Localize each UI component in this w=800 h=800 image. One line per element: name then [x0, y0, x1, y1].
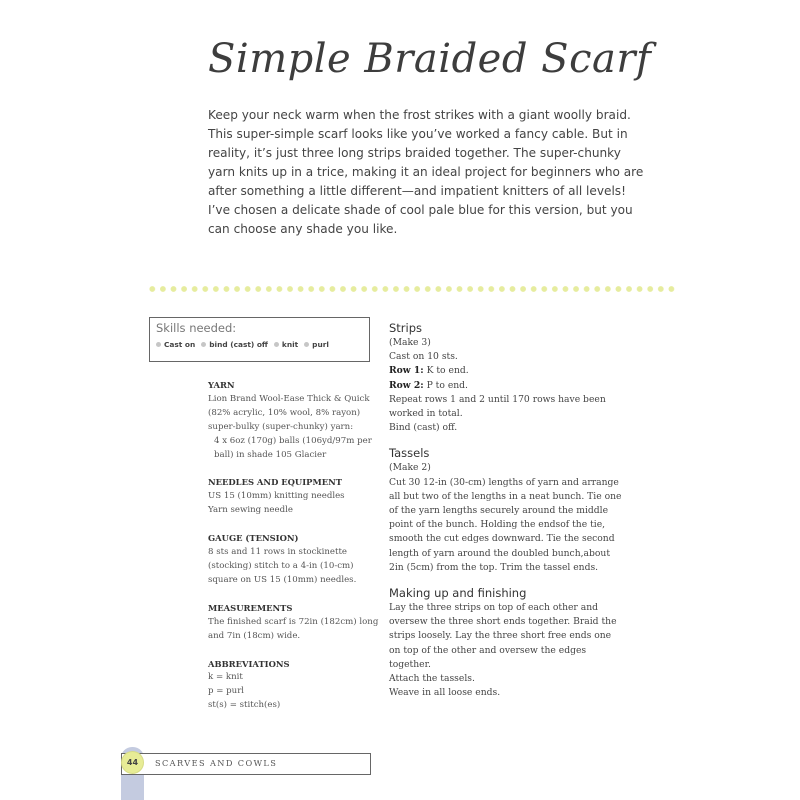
tassels-line: all but two of the lengths in a neat bunch. Tie one	[389, 490, 622, 502]
skill-label: Cast on	[164, 340, 196, 349]
needles-line: Yarn sewing needle	[208, 505, 293, 516]
finishing-line: oversew the three short ends together. Braid the	[389, 616, 617, 628]
strips-bind-off: Bind (cast) off.	[389, 422, 458, 434]
tassels-line: length of yarn around the doubled bunch,about	[389, 547, 611, 559]
tassels-line: of the yarn lengths securely around the middle	[389, 505, 609, 517]
tassels-line: smooth the cut edges downward. Tie the second	[389, 533, 615, 545]
skills-list	[156, 340, 329, 349]
finishing-line: Weave in all loose ends.	[389, 687, 501, 699]
strips-cast-on: Cast on 10 sts.	[389, 351, 458, 363]
gauge-line: (stocking) stitch to a 4-in (10-cm)	[208, 560, 354, 571]
abbreviation-line: st(s) = stitch(es)	[208, 700, 281, 711]
row-1-text: K to end.	[423, 365, 469, 377]
bullet-icon	[274, 342, 279, 347]
finishing-heading: Making up and finishing	[389, 586, 527, 601]
skill-label: bind (cast) off	[209, 340, 268, 349]
skills-box	[149, 317, 370, 362]
skills-title: Skills needed:	[156, 321, 237, 335]
footer-section-title: SCARVES AND COWLS	[155, 758, 278, 768]
skill-item	[304, 340, 329, 349]
row-1-label: Row 1:	[389, 365, 424, 377]
tassels-line: Cut 30 12-in (30-cm) lengths of yarn and arrange	[389, 476, 619, 488]
yarn-line: super-bulky (super-chunky) yarn:	[208, 421, 354, 432]
finishing-line: on top of the other and oversew the edges	[389, 644, 587, 656]
strips-row-2	[389, 379, 624, 393]
tassels-heading: Tassels	[389, 446, 430, 461]
abbreviation-line: p = purl	[208, 686, 245, 697]
skill-item	[274, 340, 298, 349]
finishing-line: strips loosely. Lay the three short free ends one	[389, 630, 612, 642]
tassels-line: point of the bunch. Holding the endsof the tie,	[389, 519, 606, 531]
row-2-label: Row 2:	[389, 379, 424, 391]
strips-repeat-line: Repeat rows 1 and 2 until 170 rows have been	[389, 393, 606, 405]
measurements-line: The finished scarf is 72in (182cm) long	[208, 616, 379, 627]
skill-item	[201, 340, 268, 349]
gauge-line: square on US 15 (10mm) needles.	[208, 574, 357, 585]
materials-column	[208, 379, 383, 713]
gauge-heading: GAUGE (TENSION)	[208, 533, 299, 544]
bullet-icon	[201, 342, 206, 347]
footer-band	[121, 753, 371, 775]
needles-line: US 15 (10mm) knitting needles	[208, 491, 345, 502]
needles-heading: NEEDLES AND EQUIPMENT	[208, 477, 342, 488]
yarn-line: (82% acrylic, 10% wool, 8% rayon)	[208, 407, 361, 418]
row-2-text: P to end.	[423, 379, 468, 391]
tassels-make: (Make 2)	[389, 462, 431, 474]
strips-heading: Strips	[389, 321, 423, 335]
page-number: 44	[121, 751, 144, 774]
finishing-line: Lay the three strips on top of each other and	[389, 602, 599, 614]
page-title: Simple Braided Scarf	[208, 36, 652, 82]
strips-repeat-line: worked in total.	[389, 408, 463, 420]
finishing-line: together.	[389, 658, 431, 670]
skill-item	[156, 340, 195, 349]
gauge-line: 8 sts and 11 rows in stockinette	[208, 547, 347, 558]
intro-paragraph: Keep your neck warm when the frost strikes with a giant woolly braid. This super-simple scarf looks like you’ve worked a fancy cable. But in reality, it’s just three long strips braided together. The super-chunky yarn knits up in a trice, making it an ideal project for beginners who are after something a little different—and impatient knitters of all levels! I’ve chosen a delicate shade of cool pale blue for this version, but you can choose any shade you like.	[208, 108, 644, 236]
bullet-icon	[156, 342, 161, 347]
abbreviations-heading: ABBREVIATIONS	[208, 658, 290, 669]
yarn-line: ball) in shade 105 Glacier	[214, 449, 327, 460]
measurements-line: and 7in (18cm) wide.	[208, 630, 301, 641]
skill-label: purl	[312, 340, 329, 349]
strips-row-1	[389, 364, 624, 378]
measurements-heading: MEASUREMENTS	[208, 602, 293, 613]
yarn-heading: YARN	[208, 380, 235, 390]
tassels-line: 2in (5cm) from the top. Trim the tassel ends.	[389, 561, 599, 573]
strips-make: (Make 3)	[389, 337, 431, 348]
bullet-icon	[304, 342, 309, 347]
yarn-line: 4 x 6oz (170g) balls (106yd/97m per	[214, 435, 372, 446]
dotted-divider	[147, 285, 677, 293]
yarn-line: Lion Brand Wool-Ease Thick & Quick	[208, 393, 370, 404]
skill-label: knit	[281, 340, 299, 349]
instructions-column	[389, 321, 624, 700]
finishing-line: Attach the tassels.	[389, 673, 475, 685]
abbreviation-line: k = knit	[208, 672, 243, 683]
